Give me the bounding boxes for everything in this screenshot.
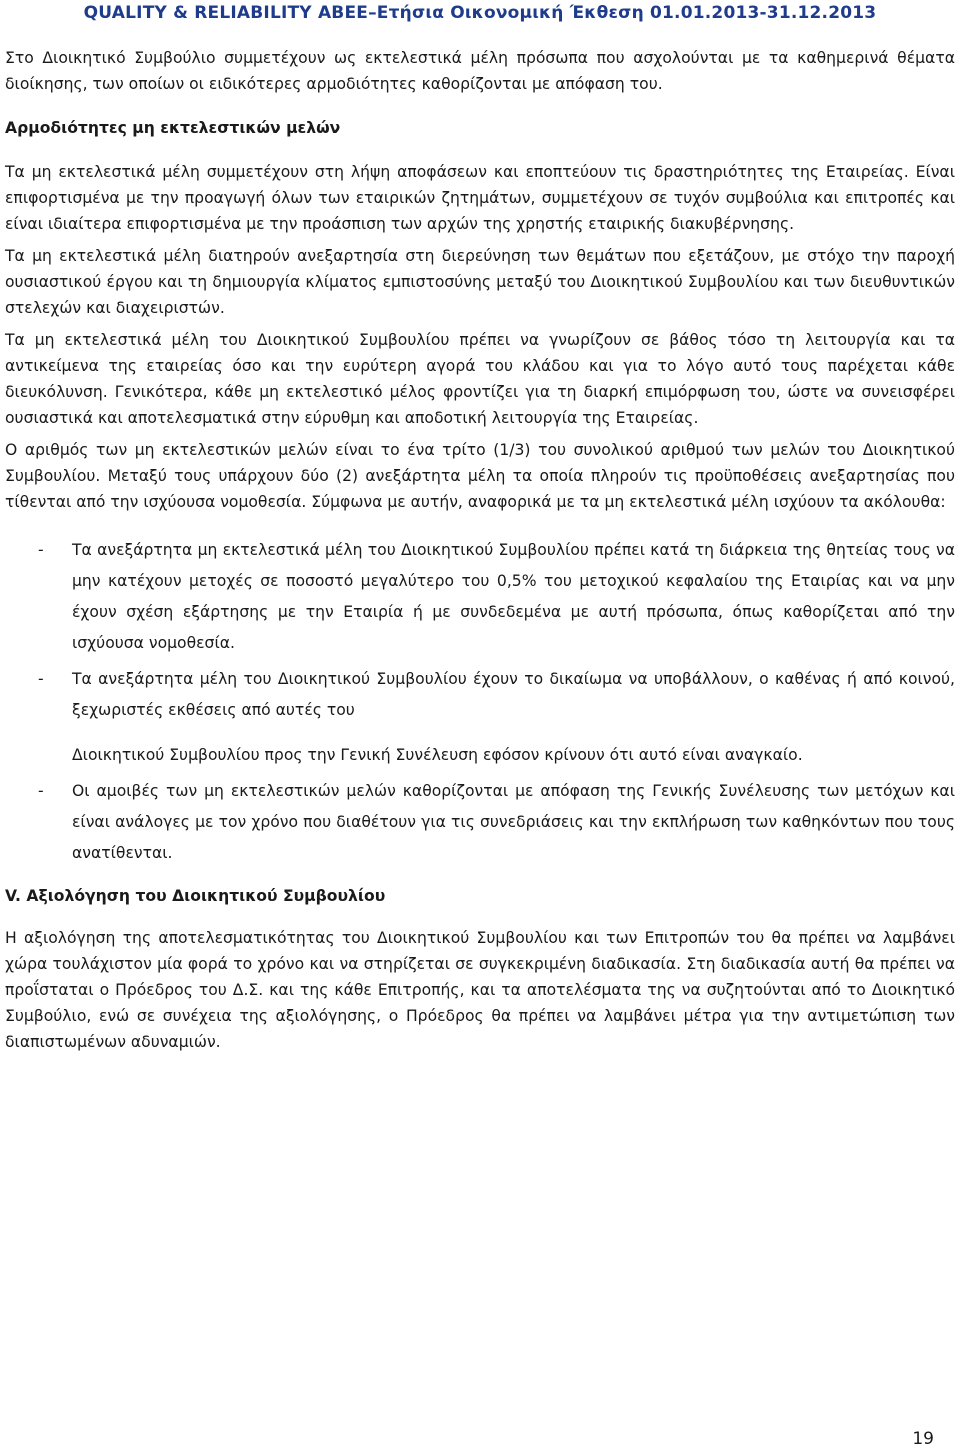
list-item-text: Τα ανεξάρτητα μη εκτελεστικά μέλη του Διοικητικού Συμβουλίου πρέπει κατά τη διάρκεια της θητείας τους να μην κατέχουν μετοχές σε ποσοστό μεγαλύτερο του 0,5% του μετοχικού κεφαλαίου της Εταιρίας και να μην έχουν σχέση εξάρτησης με την Εταιρία ή με συνδεδεμένα με αυτή πρόσωπα, όπως καθορίζεται από την ισχύουσα νομοθεσία. <box>72 541 955 652</box>
running-header: QUALITY & RELIABILITY ΑΒΕΕ–Ετήσια Οικονομική Έκθεση 01.01.2013-31.12.2013 <box>83 3 877 23</box>
list-item <box>5 664 955 771</box>
nonexecutive-heading: Αρμοδιότητες μη εκτελεστικών μελών <box>5 119 341 137</box>
list-item <box>5 535 955 659</box>
nonexecutive-paragraph-2: Τα μη εκτελεστικά μέλη διατηρούν ανεξαρτησία στη διερεύνηση των θεμάτων που εξετάζουν, με στόχο την παροχή ουσιαστικού έργου και τη δημιουργία κλίματος εμπιστοσύνης μεταξύ του Διοικητικού Συμβουλίου και των διευθυντικών στελεχών και διαχειριστών. <box>5 247 955 317</box>
list-item <box>5 776 955 869</box>
section-v-paragraph: Η αξιολόγηση της αποτελεσματικότητας του Διοικητικού Συμβουλίου και των Επιτροπών του θα πρέπει να λαμβάνει χώρα τουλάχιστον μία φορά το χρόνο και να στηρίζεται σε συγκεκριμένη διαδικασία. Στη διαδικασία αυτή θα πρέπει να προΐσταται ο Πρόεδρος του Δ.Σ. και της κάθε Επιτροπής, και τα αποτελέσματα της να συζητούνται από το Διοικητικό Συμβούλιο, ενώ σε συνέχεια της αξιολόγησης, ο Πρόεδρος θα πρέπει να λαμβάνει μέτρα για την αντιμετώπιση των διαπιστωμένων αδυναμιών. <box>5 929 955 1051</box>
document-body <box>5 45 955 1061</box>
nonexecutive-paragraph-4: Ο αριθμός των μη εκτελεστικών μελών είναι το ένα τρίτο (1/3) του συνολικού αριθμού των μελών του Διοικητικού Συμβουλίου. Μεταξύ τους υπάρχουν δύο (2) ανεξάρτητα μέλη τα οποία πληρούν τις προϋποθέσεις ανεξαρτησίας που τίθενται από την ισχύουσα νομοθεσία. Σύμφωνα με αυτήν, αναφορικά με τα μη εκτελεστικά μέλη ισχύουν τα ακόλουθα: <box>5 441 955 511</box>
list-dash: - <box>38 782 44 800</box>
nonexecutive-paragraph-1: Τα μη εκτελεστικά μέλη συμμετέχουν στη λήψη αποφάσεων και εποπτεύουν τις δραστηριότητες της Εταιρείας. Είναι επιφορτισμένα με την προαγωγή όλων των εταιρικών ζητημάτων, συμμετέχουν σε τυχόν συμβούλια και επιτροπές και είναι ιδιαίτερα επιφορτισμένα με την προάσπιση των αρχών της χρηστής εταιρικής διακυβέρνησης. <box>5 163 955 233</box>
list-dash: - <box>38 670 44 688</box>
page-number: 19 <box>912 1429 934 1449</box>
section-v-title: V. Αξιολόγηση του Διοικητικού Συμβουλίου <box>5 887 386 905</box>
nonexecutive-rules-list <box>5 535 955 869</box>
list-item-text: Τα ανεξάρτητα μέλη του Διοικητικού Συμβουλίου έχουν το δικαίωμα να υποβάλλουν, ο καθένας ή από κοινού, ξεχωριστές εκθέσεις από αυτές του <box>72 670 955 719</box>
list-item-text: Οι αμοιβές των μη εκτελεστικών μελών καθορίζονται με απόφαση της Γενικής Συνέλευσης των μετόχων και είναι ανάλογες με τον χρόνο που διαθέτουν για τις συνεδριάσεις και την εκπλήρωση των καθηκόντων που τους ανατίθενται. <box>72 782 955 862</box>
nonexecutive-paragraph-3: Τα μη εκτελεστικά μέλη του Διοικητικού Συμβουλίου πρέπει να γνωρίζουν σε βάθος τόσο τη λειτουργία και τα αντικείμενα της εταιρείας όσο και την ευρύτερη αγορά του κλάδου και για το λόγο αυτό τους παρέχεται κάθε διευκόλυνση. Γενικότερα, κάθε μη εκτελεστικό μέλος φροντίζει για τη διαρκή επιμόρφωση του, ώστε να συνεισφέρει ουσιαστικά και αποτελεσματικά στην εύρυθμη και αποδοτική λειτουργία της Εταιρείας. <box>5 331 955 427</box>
intro-paragraph: Στο Διοικητικό Συμβούλιο συμμετέχουν ως εκτελεστικά μέλη πρόσωπα που ασχολούνται με τα καθημερινά θέματα διοίκησης, των οποίων οι ειδικότερες αρμοδιότητες καθορίζονται με απόφαση του. <box>5 49 955 93</box>
list-item-continuation: Διοικητικού Συμβουλίου προς την Γενική Συνέλευση εφόσον κρίνουν ότι αυτό είναι αναγκαίο. <box>72 746 803 764</box>
list-dash: - <box>38 541 44 559</box>
